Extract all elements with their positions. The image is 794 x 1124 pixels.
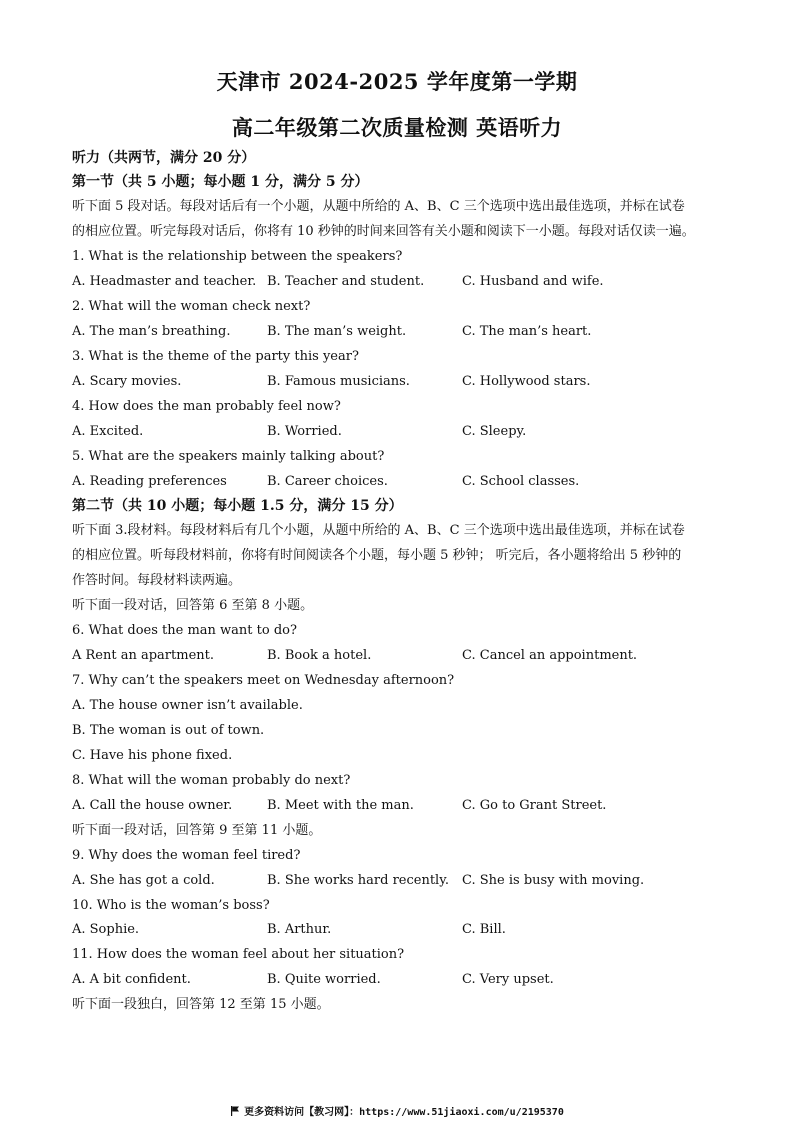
question-options bbox=[72, 922, 724, 938]
option-b: B. The woman is out of town. bbox=[72, 723, 265, 738]
option-a: A. The man’s breathing. bbox=[72, 324, 231, 339]
group-instruction: 听下面一段对话，回答第 6 至第 8 小题。 bbox=[72, 598, 314, 613]
option-a: A. Reading preferences bbox=[72, 474, 227, 489]
flag-icon bbox=[230, 1106, 240, 1116]
option-c: C. Go to Grant Street. bbox=[462, 798, 607, 813]
page-subtitle: 高二年级第二次质量检测 英语听力 bbox=[231, 115, 563, 140]
question-options bbox=[72, 972, 724, 988]
question-options bbox=[72, 324, 724, 340]
footer-link[interactable]: 更多资料访问【教习网】：https://www.51jiaoxi.com/u/2195370 bbox=[244, 1107, 564, 1118]
option-c: C. Husband and wife. bbox=[462, 274, 604, 289]
option-a: A. Call the house owner. bbox=[72, 798, 233, 813]
option-b: B. Teacher and student. bbox=[267, 274, 425, 289]
option-b: B. Famous musicians. bbox=[267, 374, 410, 389]
option-c: C. Cancel an appointment. bbox=[462, 648, 638, 663]
option-b: B. Quite worried. bbox=[267, 972, 381, 987]
option-c: C. Very upset. bbox=[462, 972, 554, 987]
question-text: 2. What will the woman check next? bbox=[72, 299, 311, 314]
option-a: A. Sophie. bbox=[72, 922, 140, 937]
question-text: 4. How does the man probably feel now? bbox=[72, 399, 341, 414]
question-text: 6. What does the man want to do? bbox=[72, 623, 297, 638]
part1-instruction: 的相应位置。听完每段对话后，你将有 10 秒钟的时间来回答有关小题和阅读下一小题。每段对话仅读一遍。 bbox=[72, 224, 695, 239]
option-a: A. She has got a cold. bbox=[72, 873, 215, 888]
option-c: C. Bill. bbox=[462, 922, 506, 937]
question-options bbox=[72, 274, 724, 290]
group-instruction: 听下面一段独白，回答第 12 至第 15 小题。 bbox=[72, 997, 330, 1012]
question-options bbox=[72, 474, 724, 490]
option-b: B. Career choices. bbox=[267, 474, 388, 489]
option-a: A Rent an apartment. bbox=[72, 648, 214, 663]
footer bbox=[0, 1103, 794, 1118]
option-a: A. The house owner isn’t available. bbox=[72, 698, 303, 713]
question-text: 7. Why can’t the speakers meet on Wednesday afternoon? bbox=[72, 673, 455, 688]
option-b: B. Meet with the man. bbox=[267, 798, 414, 813]
question-text: 5. What are the speakers mainly talking about? bbox=[72, 449, 385, 464]
part1-heading: 第一节（共 5 小题；每小题 1 分，满分 5 分） bbox=[72, 174, 369, 190]
question-options bbox=[72, 424, 724, 440]
question-text: 11. How does the woman feel about her situation? bbox=[72, 947, 405, 962]
question-text: 8. What will the woman probably do next? bbox=[72, 773, 351, 788]
section-total-heading: 听力（共两节，满分 20 分） bbox=[72, 150, 256, 166]
option-c: C. The man’s heart. bbox=[462, 324, 592, 339]
option-a: A. Scary movies. bbox=[72, 374, 182, 389]
option-b: B. Worried. bbox=[267, 424, 342, 439]
option-a: A. Headmaster and teacher. bbox=[72, 274, 257, 289]
option-a: A. Excited. bbox=[72, 424, 144, 439]
question-text: 3. What is the theme of the party this year? bbox=[72, 349, 359, 364]
question-text: 9. Why does the woman feel tired? bbox=[72, 848, 301, 863]
option-a: A. A bit confident. bbox=[72, 972, 191, 987]
part2-instruction: 听下面 3.段材料。每段材料后有几个小题，从题中所给的 A、B、C 三个选项中选出最佳选项，并标在试卷 bbox=[72, 523, 685, 538]
option-c: C. School classes. bbox=[462, 474, 580, 489]
group-instruction: 听下面一段对话，回答第 9 至第 11 小题。 bbox=[72, 823, 322, 838]
question-options bbox=[72, 798, 724, 814]
part2-heading: 第二节（共 10 小题；每小题 1.5 分，满分 15 分） bbox=[72, 498, 403, 514]
question-options bbox=[72, 873, 724, 889]
part2-instruction: 作答时间。每段材料读两遍。 bbox=[72, 573, 242, 588]
question-options bbox=[72, 374, 724, 390]
question-text: 10. Who is the woman’s boss? bbox=[72, 898, 270, 913]
page-title: 天津市 2024-2025 学年度第一学期 bbox=[216, 69, 578, 94]
question-text: 1. What is the relationship between the speakers? bbox=[72, 249, 403, 264]
part2-instruction: 的相应位置。听每段材料前，你将有时间阅读各个小题，每小题 5 秒钟； 听完后，各小题将给出 5 秒钟的 bbox=[72, 548, 682, 563]
question-options bbox=[72, 648, 724, 664]
option-b: B. Arthur. bbox=[267, 922, 332, 937]
option-b: B. The man’s weight. bbox=[267, 324, 407, 339]
part1-instruction: 听下面 5 段对话。每段对话后有一个小题，从题中所给的 A、B、C 三个选项中选出最佳选项，并标在试卷 bbox=[72, 199, 685, 214]
option-c: C. Sleepy. bbox=[462, 424, 527, 439]
option-c: C. She is busy with moving. bbox=[462, 873, 645, 888]
option-c: C. Have his phone fixed. bbox=[72, 748, 233, 763]
option-b: B. She works hard recently. bbox=[267, 873, 449, 888]
option-c: C. Hollywood stars. bbox=[462, 374, 591, 389]
option-b: B. Book a hotel. bbox=[267, 648, 372, 663]
